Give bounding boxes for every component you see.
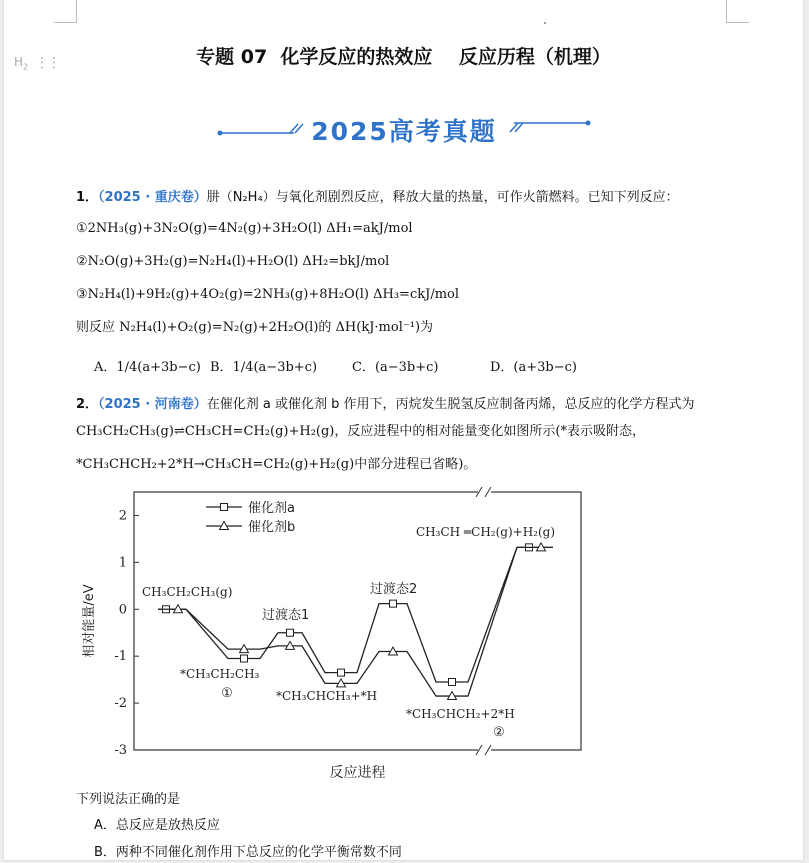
q1-intro-line (76, 188, 679, 208)
label-adsorbed-propane: *CH₃CH₂CH₃ (180, 667, 260, 681)
page-dot (544, 22, 546, 24)
q2-source: （2025 · 河南卷） (98, 397, 207, 412)
label-product: CH₃CH ═CH₂(g)+H₂(g) (416, 525, 556, 539)
document-page (4, 0, 803, 860)
q2-option-a[interactable]: A．总反应是放热反应 (94, 818, 220, 833)
q1-intro: 肼（N₂H₄）与氧化剂剧烈反应，释放大量的热量，可作火箭燃料。已知下列反应： (206, 190, 679, 205)
y-axis-label: 相对能量/eV (82, 584, 97, 658)
banner-text: 2025高考真题 (311, 117, 497, 146)
axis-break-gap (478, 745, 491, 755)
q1-question: 则反应 N₂H₄(l)+O₂(g)=N₂(g)+2H₂O(l)的 ΔH(kJ·mol⁻¹)为 (76, 320, 434, 335)
label-transition-state-2: 过渡态2 (370, 582, 418, 597)
legend-marker-square (221, 504, 228, 511)
q1-option-c[interactable]: C．(a−3b+c) (352, 360, 439, 375)
drag-handle-icon[interactable]: ⋮⋮ (35, 55, 59, 71)
q1-option-d[interactable]: D．(a+3b−c) (490, 360, 577, 375)
label-intermediate-2: *CH₃CHCH₃+*H (276, 689, 378, 703)
q2-equation-line: CH₃CH₂CH₃(g)⇌CH₃CH=CH₂(g)+H₂(g)，反应进程中的相对能量变化如图所示(*表示吸附态， (76, 424, 645, 439)
legend-label: 催化剂b (248, 520, 296, 535)
y-tick-label: -2 (114, 696, 127, 712)
legend-label: 催化剂a (248, 501, 295, 516)
q1-reaction-1: ①2NH₃(g)+3N₂O(g)=4N₂(g)+3H₂O(l) ΔH₁=akJ/mol (76, 221, 413, 236)
q1-reaction-3: ③N₂H₄(l)+9H₂(g)+4O₂(g)=2NH₃(g)+8H₂O(l) ΔH₃=ckJ/mol (76, 287, 460, 302)
label-intermediate-3: *CH₃CHCH₂+2*H (406, 707, 515, 721)
data-point-catalyst-a (390, 600, 397, 607)
series-line-catalyst-a (158, 547, 553, 682)
document-title: 专题 07 化学反应的热效应 反应历程（机理） (196, 46, 611, 68)
axis-break-gap (478, 487, 491, 497)
y-tick-label: -1 (114, 649, 127, 665)
q2-note-line: *CH₃CHCH₂+2*H→CH₃CH=CH₂(g)+H₂(g)中部分进程已省略)。 (76, 457, 477, 472)
q1-option-a[interactable]: A．1/4(a+3b−c) (94, 360, 201, 375)
y-tick-label: -3 (114, 743, 127, 758)
q1-source: （2025 · 重庆卷） (98, 190, 207, 205)
section-banner (214, 108, 594, 148)
y-tick-label: 1 (118, 555, 127, 571)
page-corner-mark-right (726, 0, 749, 23)
data-point-catalyst-a (449, 678, 456, 685)
energy-profile-chart (76, 486, 596, 786)
q2-intro-line (76, 395, 694, 415)
q1-option-b[interactable]: B．1/4(a−3b+c) (210, 360, 318, 375)
q2-number: 2． (76, 397, 99, 412)
data-point-catalyst-a (241, 655, 248, 662)
y-tick-label: 2 (118, 508, 127, 524)
energy-profile-svg (76, 486, 596, 786)
label-transition-state-1: 过渡态1 (262, 608, 310, 623)
q2-option-b[interactable]: B．两种不同催化剂作用下总反应的化学平衡常数不同 (94, 845, 402, 860)
page-corner-mark-left (54, 0, 77, 23)
label-circle-2: ② (493, 725, 505, 740)
label-circle-1: ① (221, 686, 233, 701)
x-axis-label: 反应进程 (329, 765, 386, 781)
label-reactant: CH₃CH₂CH₃(g) (142, 585, 233, 599)
y-tick-label: 0 (118, 602, 127, 618)
data-point-catalyst-a (287, 629, 294, 636)
q2-question: 下列说法正确的是 (76, 792, 181, 807)
heading-marker[interactable]: $H_2$ (14, 55, 29, 72)
q2-intro: 在催化剂 a 或催化剂 b 作用下，丙烷发生脱氢反应制备丙烯，总反应的化学方程式为 (206, 397, 695, 412)
data-point-catalyst-a (338, 669, 345, 676)
q1-reaction-2: ②N₂O(g)+3H₂(g)=N₂H₄(l)+H₂O(l) ΔH₂=bkJ/mol (76, 254, 390, 269)
q1-number: 1． (76, 190, 99, 205)
